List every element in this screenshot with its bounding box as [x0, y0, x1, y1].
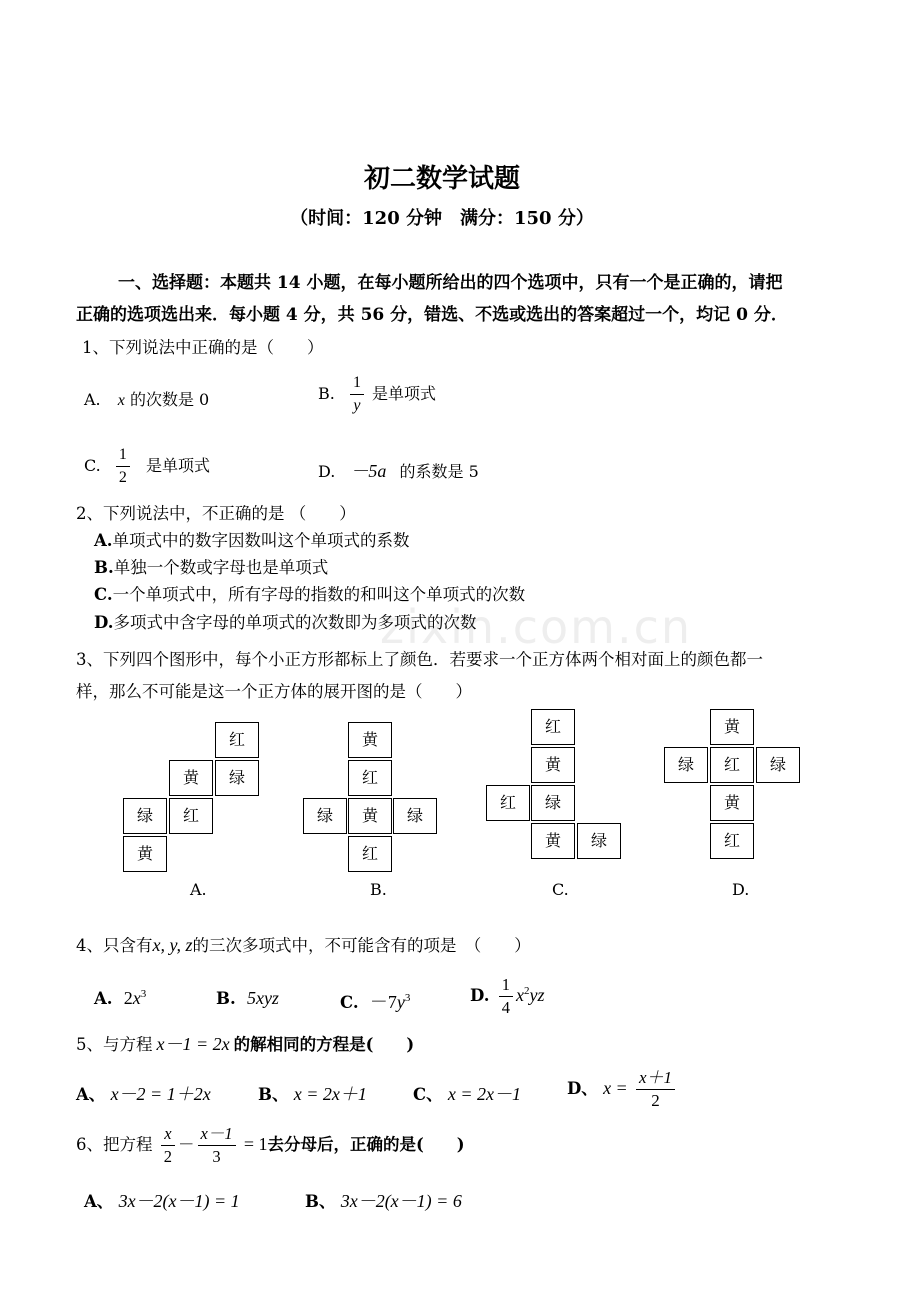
net-cell: 黄 [710, 709, 754, 745]
net-cell: 红 [710, 747, 754, 783]
math-eq: x = 2x＋1 [293, 1084, 367, 1104]
math-eq: 3x－2(x－1) = 1 [118, 1191, 240, 1211]
net-cell: 红 [348, 760, 392, 796]
q1-option-c [84, 444, 210, 489]
q1-stem: 1、下列说法中正确的是（ ） [82, 338, 324, 357]
numerator: 1 [116, 444, 130, 467]
q2-stem: 2、下列说法中，不正确的是 （ ） [76, 504, 356, 523]
q5-option-c [413, 1080, 521, 1106]
net-cell: 黄 [710, 785, 754, 821]
denominator: 2 [118, 469, 127, 486]
fraction [499, 974, 513, 1019]
option-label: D. [94, 613, 114, 632]
net-cell: 红 [348, 836, 392, 872]
option-label: B. [94, 558, 114, 577]
page-title: 初二数学试题 [363, 164, 520, 194]
denominator: 2 [163, 1147, 172, 1166]
option-label: A. [84, 390, 101, 409]
net-cell: 绿 [531, 785, 575, 821]
fraction [116, 444, 130, 489]
option-text: 的系数是 5 [399, 462, 479, 481]
net-cell: 黄 [169, 760, 213, 796]
q4-stem [76, 932, 531, 956]
math-expr: $x^2yz$ [515, 985, 545, 1005]
denominator: y [353, 397, 361, 414]
net-cell: 绿 [577, 823, 621, 859]
net-label: C. [552, 880, 569, 899]
option-label: C. [94, 585, 113, 604]
q1-option-b [318, 372, 436, 417]
stem-text: 4、只含有 [76, 936, 153, 955]
option-label: B、 [258, 1085, 289, 1104]
q6-stem: 6、把方程 $\frac{x}{2}$ － $\frac{x-1}{3}$ = 1去分母后，正确的是( ) [76, 1124, 465, 1166]
net-cell: 红 [531, 709, 575, 745]
math-eq: x = 2x－1 [447, 1084, 522, 1104]
q4-option-d [470, 974, 544, 1019]
math-eq: = 1 [243, 1134, 268, 1154]
denominator: 4 [501, 998, 510, 1017]
net-cell: 绿 [303, 798, 347, 834]
denominator: 3 [212, 1147, 221, 1166]
net-cell: 黄 [531, 747, 575, 783]
math-eq: x－1 = 2x [156, 1034, 230, 1054]
q2-option-a [94, 527, 410, 551]
option-label: C. [340, 993, 359, 1012]
q5-stem [76, 1030, 414, 1056]
option-label: A. [94, 531, 113, 550]
option-label: D、 [567, 1079, 598, 1098]
net-label: D. [732, 880, 750, 899]
q3-stem-line2: 样，那么不可能是这一个正方体的展开图的是（ ） [76, 682, 472, 701]
numerator: 1 [499, 974, 513, 997]
net-cell: 绿 [123, 798, 167, 834]
numerator: x＋1 [636, 1067, 675, 1090]
q1-option-d [318, 457, 479, 483]
q5-option-d [567, 1067, 678, 1112]
math-expr: $2x^3$ [123, 988, 147, 1008]
q1-option-a [84, 387, 209, 410]
math-expr: －5a [350, 461, 387, 481]
q4-option-a [94, 988, 146, 1009]
net-cell: 黄 [531, 823, 575, 859]
option-text: 单项式中的数字因数叫这个单项式的系数 [112, 531, 410, 550]
option-label: A、 [84, 1192, 114, 1211]
net-cell: 红 [710, 823, 754, 859]
net-cell: 绿 [393, 798, 437, 834]
option-text: 一个单项式中，所有字母的指数的和叫这个单项式的次数 [112, 585, 526, 604]
stem-text: 的解相同的方程是( ) [233, 1035, 415, 1054]
q4-option-c [340, 988, 410, 1014]
option-label: C、 [413, 1085, 443, 1104]
option-text: 是单项式 [372, 384, 437, 403]
math-expr: 5xyz [246, 988, 279, 1008]
math-var: x [117, 392, 125, 409]
stem-text: 的三次多项式中，不可能含有的项是 （ ） [192, 936, 531, 955]
net-cell: 黄 [348, 798, 392, 834]
q6-option-b [305, 1187, 462, 1213]
option-label: B、 [305, 1192, 336, 1211]
fraction [161, 1123, 175, 1168]
watermark: zixin.com.cn [380, 600, 693, 654]
fraction [636, 1067, 675, 1112]
option-text: 的次数是 0 [129, 390, 210, 409]
option-text: 单独一个数或字母也是单项式 [113, 558, 329, 577]
net-label: A. [190, 880, 207, 899]
math-vars: x, y, z [152, 935, 193, 955]
option-label: B. [318, 384, 335, 403]
math-eq: x = [603, 1078, 628, 1098]
net-cell: 红 [215, 722, 259, 758]
option-label: D. [318, 462, 336, 481]
math-eq: x－2 = 1＋2x [110, 1084, 211, 1104]
net-cell: 红 [169, 798, 213, 834]
q6-option-a [84, 1187, 240, 1213]
numerator: x－1 [198, 1123, 236, 1146]
option-label: D. [470, 986, 490, 1005]
exam-info: （时间：120 分钟 满分：150 分） [290, 208, 594, 229]
net-label: B. [370, 880, 387, 899]
numerator: 1 [350, 372, 364, 395]
numerator: x [161, 1123, 175, 1146]
net-cell: 黄 [123, 836, 167, 872]
option-label: C. [84, 456, 101, 475]
q3-stem-line1: 3、下列四个图形中，每个小正方形都标上了颜色．若要求一个正方体两个相对面上的颜色都一 [76, 650, 763, 669]
net-cell: 绿 [664, 747, 708, 783]
q5-option-b [258, 1080, 367, 1106]
net-cell: 红 [486, 785, 530, 821]
option-label: A、 [76, 1085, 106, 1104]
net-cell: 绿 [756, 747, 800, 783]
q5-option-a [76, 1080, 211, 1106]
option-text: 多项式中含字母的单项式的次数即为多项式的次数 [113, 613, 477, 632]
option-text: 是单项式 [145, 456, 210, 475]
q2-option-b [94, 554, 328, 578]
option-label: B. [216, 989, 236, 1008]
net-cell: 绿 [215, 760, 259, 796]
fraction [350, 372, 364, 417]
section-instruction-line2: 正确的选项选出来．每小题 4 分，共 56 分，错选、不选或选出的答案超过一个，均记 0 分． [76, 305, 788, 325]
net-cell: 黄 [348, 722, 392, 758]
fraction [198, 1123, 236, 1168]
denominator: 2 [651, 1091, 660, 1110]
q4-option-b [216, 988, 279, 1009]
stem-text: 6、把方程 [76, 1135, 153, 1154]
stem-text: 去分母后，正确的是( ) [267, 1135, 465, 1154]
stem-text: 5、与方程 [76, 1035, 153, 1054]
math-eq: 3x－2(x－1) = 6 [340, 1191, 462, 1211]
option-label: A. [94, 989, 113, 1008]
math-expr: $-7y^3$ [369, 992, 411, 1012]
section-instruction-line1: 一、选择题：本题共 14 小题，在每小题所给出的四个选项中，只有一个是正确的，请把 [118, 273, 783, 293]
